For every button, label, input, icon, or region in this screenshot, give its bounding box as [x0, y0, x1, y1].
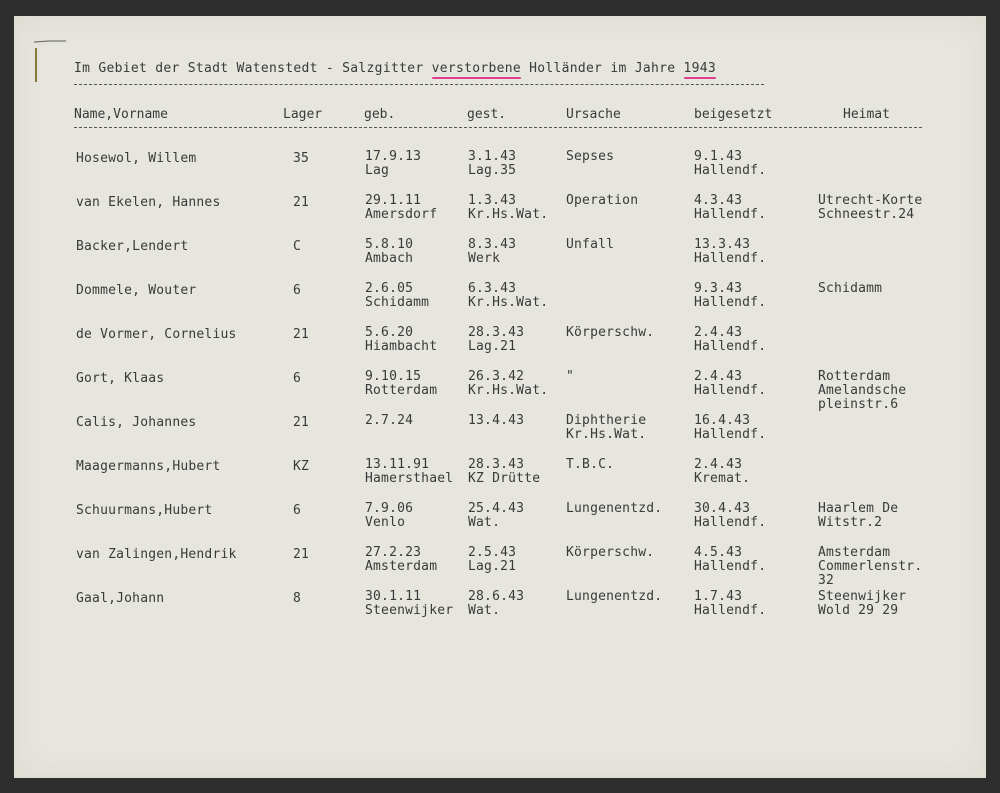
- cell-beigesetzt: Hallendf.: [694, 339, 767, 354]
- header-divider: [74, 127, 922, 128]
- header-lager: Lager: [283, 107, 323, 122]
- cell-name: Dommele, Wouter: [76, 283, 197, 298]
- cell-beigesetzt: Hallendf.: [694, 251, 767, 266]
- cell-gest: 25.4.43: [468, 501, 525, 516]
- cell-geb: 5.8.10: [365, 237, 414, 252]
- cell-lager: 21: [293, 547, 310, 562]
- cell-gest: Kr.Hs.Wat.: [468, 207, 549, 222]
- header-beigesetzt: beigesetzt: [694, 107, 773, 122]
- header-name: Name,Vorname: [74, 107, 168, 122]
- cell-beigesetzt: Kremat.: [694, 471, 751, 486]
- cell-beigesetzt: 2.4.43: [694, 369, 743, 384]
- cell-gest: Wat.: [468, 603, 501, 618]
- cell-geb: Hiambacht: [365, 339, 438, 354]
- cell-ursache: Unfall: [566, 237, 615, 252]
- pencil-mark-icon: [30, 36, 80, 86]
- cell-beigesetzt: 30.4.43: [694, 501, 751, 516]
- cell-lager: C: [293, 239, 302, 254]
- cell-geb: 5.6.20: [365, 325, 414, 340]
- cell-geb: 17.9.13: [365, 149, 422, 164]
- cell-ursache: T.B.C.: [566, 457, 615, 472]
- cell-gest: Kr.Hs.Wat.: [468, 383, 549, 398]
- cell-heimat: Commerlenstr.: [818, 559, 923, 574]
- cell-geb: Steenwijker: [365, 603, 454, 618]
- cell-geb: Ambach: [365, 251, 414, 266]
- cell-gest: 28.3.43: [468, 325, 525, 340]
- cell-heimat: pleinstr.6: [818, 397, 899, 412]
- cell-lager: 21: [293, 415, 310, 430]
- document-title: Im Gebiet der Stadt Watenstedt - Salzgitter verstorbene Holländer im Jahre 1943: [74, 61, 717, 76]
- cell-heimat: Schneestr.24: [818, 207, 915, 222]
- cell-name: Backer,Lendert: [76, 239, 189, 254]
- cell-name: Gort, Klaas: [76, 371, 165, 386]
- cell-gest: 6.3.43: [468, 281, 517, 296]
- cell-beigesetzt: 1.7.43: [694, 589, 743, 604]
- cell-heimat: Witstr.2: [818, 515, 883, 530]
- cell-beigesetzt: 2.4.43: [694, 325, 743, 340]
- cell-lager: 6: [293, 371, 302, 386]
- header-heimat: Heimat: [843, 107, 890, 122]
- cell-geb: 7.9.06: [365, 501, 414, 516]
- cell-beigesetzt: 2.4.43: [694, 457, 743, 472]
- cell-beigesetzt: 4.5.43: [694, 545, 743, 560]
- cell-geb: 13.11.91: [365, 457, 430, 472]
- cell-geb: Schidamm: [365, 295, 430, 310]
- cell-gest: KZ Drütte: [468, 471, 541, 486]
- cell-beigesetzt: Hallendf.: [694, 559, 767, 574]
- cell-name: Hosewol, Willem: [76, 151, 197, 166]
- cell-ursache: Sepses: [566, 149, 615, 164]
- cell-heimat: Utrecht-Korte: [818, 193, 923, 208]
- cell-beigesetzt: Hallendf.: [694, 207, 767, 222]
- cell-lager: 35: [293, 151, 310, 166]
- cell-gest: Lag.21: [468, 559, 517, 574]
- cell-beigesetzt: 9.1.43: [694, 149, 743, 164]
- cell-gest: Kr.Hs.Wat.: [468, 295, 549, 310]
- header-geb: geb.: [364, 107, 396, 122]
- cell-gest: 2.5.43: [468, 545, 517, 560]
- cell-geb: Hamersthael: [365, 471, 454, 486]
- cell-geb: 2.7.24: [365, 413, 414, 428]
- cell-lager: 21: [293, 327, 310, 342]
- cell-lager: KZ: [293, 459, 310, 474]
- cell-heimat: 32: [818, 573, 835, 588]
- cell-gest: 13.4.43: [468, 413, 525, 428]
- cell-name: Maagermanns,Hubert: [76, 459, 221, 474]
- cell-gest: Lag.21: [468, 339, 517, 354]
- cell-ursache: Operation: [566, 193, 639, 208]
- cell-name: Gaal,Johann: [76, 591, 165, 606]
- cell-beigesetzt: Hallendf.: [694, 295, 767, 310]
- cell-geb: Venlo: [365, 515, 406, 530]
- cell-gest: 28.6.43: [468, 589, 525, 604]
- cell-beigesetzt: 4.3.43: [694, 193, 743, 208]
- cell-heimat: Steenwijker: [818, 589, 907, 604]
- cell-gest: Wat.: [468, 515, 501, 530]
- cell-beigesetzt: 13.3.43: [694, 237, 751, 252]
- cell-geb: Amersdorf: [365, 207, 438, 222]
- cell-heimat: Haarlem De: [818, 501, 899, 516]
- cell-geb: Lag: [365, 163, 390, 178]
- cell-name: de Vormer, Cornelius: [76, 327, 237, 342]
- cell-geb: 9.10.15: [365, 369, 422, 384]
- cell-name: van Zalingen,Hendrik: [76, 547, 237, 562]
- cell-lager: 6: [293, 283, 302, 298]
- cell-beigesetzt: Hallendf.: [694, 163, 767, 178]
- cell-ursache: Lungenentzd.: [566, 589, 663, 604]
- cell-lager: 6: [293, 503, 302, 518]
- cell-geb: 30.1.11: [365, 589, 422, 604]
- cell-heimat: Rotterdam: [818, 369, 891, 384]
- cell-beigesetzt: Hallendf.: [694, 603, 767, 618]
- cell-ursache: Lungenentzd.: [566, 501, 663, 516]
- header-ursache: Ursache: [566, 107, 621, 122]
- cell-ursache: ": [566, 369, 575, 384]
- cell-heimat: Wold 29 29: [818, 603, 899, 618]
- cell-beigesetzt: Hallendf.: [694, 427, 767, 442]
- cell-gest: Lag.35: [468, 163, 517, 178]
- cell-gest: 1.3.43: [468, 193, 517, 208]
- cell-ursache: Kr.Hs.Wat.: [566, 427, 647, 442]
- cell-geb: 29.1.11: [365, 193, 422, 208]
- cell-geb: 2.6.05: [365, 281, 414, 296]
- cell-heimat: Amelandsche: [818, 383, 907, 398]
- cell-geb: 27.2.23: [365, 545, 422, 560]
- title-divider: [74, 84, 764, 85]
- cell-name: Schuurmans,Hubert: [76, 503, 213, 518]
- cell-beigesetzt: Hallendf.: [694, 383, 767, 398]
- cell-gest: 28.3.43: [468, 457, 525, 472]
- cell-name: Calis, Johannes: [76, 415, 197, 430]
- cell-geb: Rotterdam: [365, 383, 438, 398]
- cell-ursache: Körperschw.: [566, 545, 655, 560]
- cell-heimat: Schidamm: [818, 281, 883, 296]
- cell-name: van Ekelen, Hannes: [76, 195, 221, 210]
- highlight-year: 1943: [683, 61, 717, 76]
- header-gest: gest.: [467, 107, 507, 122]
- cell-beigesetzt: Hallendf.: [694, 515, 767, 530]
- cell-gest: 8.3.43: [468, 237, 517, 252]
- cell-gest: 3.1.43: [468, 149, 517, 164]
- cell-ursache: Diphtherie: [566, 413, 647, 428]
- cell-ursache: Körperschw.: [566, 325, 655, 340]
- cell-gest: 26.3.42: [468, 369, 525, 384]
- cell-heimat: Amsterdam: [818, 545, 891, 560]
- cell-beigesetzt: 9.3.43: [694, 281, 743, 296]
- cell-lager: 21: [293, 195, 310, 210]
- cell-gest: Werk: [468, 251, 501, 266]
- highlight-verstorbene: verstorbene: [431, 61, 521, 76]
- cell-geb: Amsterdam: [365, 559, 438, 574]
- cell-lager: 8: [293, 591, 302, 606]
- cell-beigesetzt: 16.4.43: [694, 413, 751, 428]
